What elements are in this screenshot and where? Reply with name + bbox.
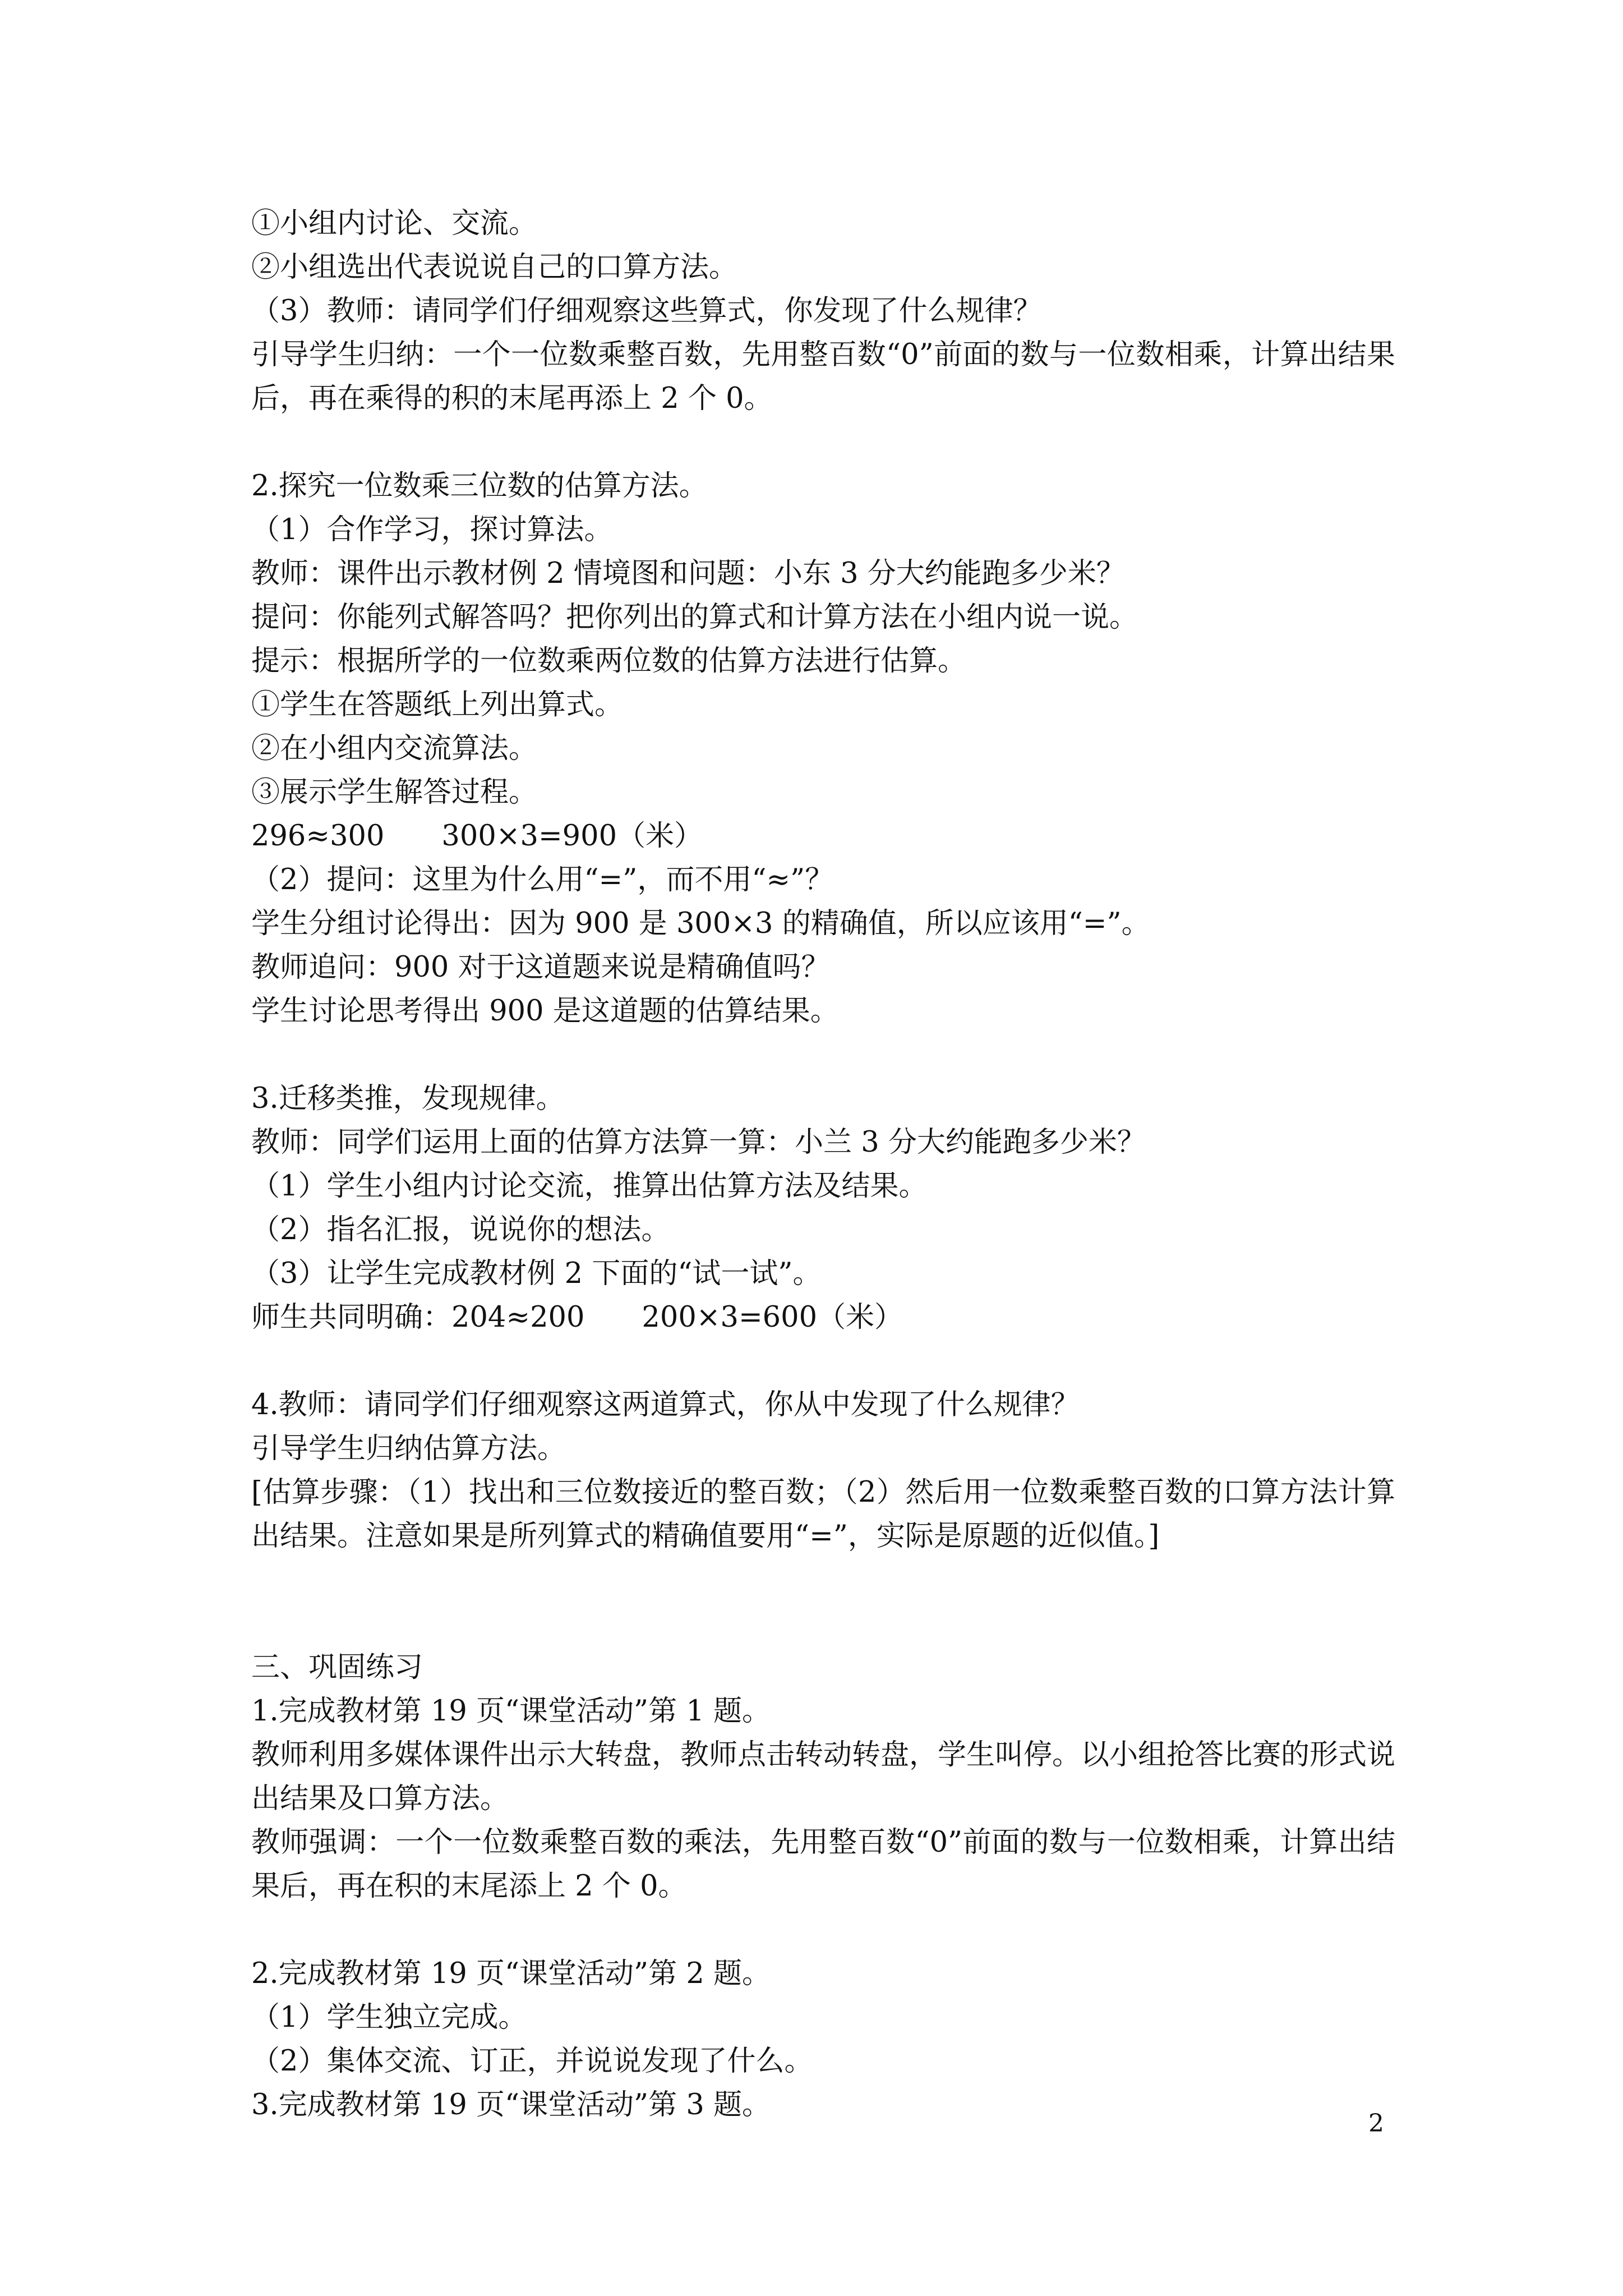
text-paragraph: 教师强调：一个一位数乘整百数的乘法，先用整百数“0”前面的数与一位数相乘，计算出结果后，再在积的末尾添上 2 个 0。 <box>251 1826 1395 1903</box>
text-paragraph: 教师利用多媒体课件出示大转盘，教师点击转动转盘，学生叫停。以小组抢答比赛的形式说出结果及口算方法。 <box>251 1738 1396 1815</box>
text-line: ①学生在答题纸上列出算式。 <box>251 688 624 721</box>
text-line: （1）合作学习，探讨算法。 <box>251 513 613 546</box>
text-line: （2）指名汇报，说说你的想法。 <box>251 1213 670 1246</box>
blank-line <box>251 1033 1395 1077</box>
section-heading: 2.探究一位数乘三位数的估算方法。 <box>251 470 708 503</box>
text-line: 引导学生归纳估算方法。 <box>251 1432 566 1465</box>
blank-line <box>251 1908 1395 1952</box>
text-line: 提示：根据所学的一位数乘两位数的估算方法进行估算。 <box>251 645 967 678</box>
text-line: 学生分组讨论得出：因为 900 是 300×3 的精确值，所以应该用“=”。 <box>251 907 1150 940</box>
section-heading: 三、巩固练习 <box>251 1651 423 1684</box>
blank-line <box>251 421 1395 464</box>
section-heading: 2.完成教材第 19 页“课堂活动”第 2 题。 <box>251 1957 771 1990</box>
text-line: （2）集体交流、订正，并说说发现了什么。 <box>251 2045 813 2078</box>
text-line: 教师追问：900 对于这道题来说是精确值吗？ <box>251 951 830 984</box>
document-body <box>251 202 1395 2127</box>
text-line: ①小组内讨论、交流。 <box>251 207 538 240</box>
text-line: 教师：同学们运用上面的估算方法算一算：小兰 3 分大约能跑多少米？ <box>251 1126 1146 1159</box>
text-line: （3）教师：请同学们仔细观察这些算式，你发现了什么规律？ <box>251 295 1042 328</box>
section-heading: 3.迁移类推，发现规律。 <box>251 1082 565 1115</box>
text-line: ②小组选出代表说说自己的口算方法。 <box>251 251 738 284</box>
section-heading: 4.教师：请同学们仔细观察这两道算式，你从中发现了什么规律？ <box>251 1388 1080 1421</box>
page-number: 2 <box>1368 2109 1384 2138</box>
text-line: ②在小组内交流算法。 <box>251 732 538 765</box>
text-line: （1）学生小组内讨论交流，推算出估算方法及结果。 <box>251 1170 928 1203</box>
text-line: 1.完成教材第 19 页“课堂活动”第 1 题。 <box>251 1695 771 1728</box>
text-line: （3）让学生完成教材例 2 下面的“试一试”。 <box>251 1257 822 1290</box>
text-line: （1）学生独立完成。 <box>251 2001 527 2034</box>
text-line: 教师：课件出示教材例 2 情境图和问题：小东 3 分大约能跑多少米？ <box>251 557 1125 590</box>
text-line: ③展示学生解答过程。 <box>251 776 538 809</box>
text-line: （2）提问：这里为什么用“=”，而不用“≈”？ <box>251 863 834 896</box>
text-line: 提问：你能列式解答吗？把你列出的算式和计算方法在小组内说一说。 <box>251 601 1138 634</box>
text-line: 学生讨论思考得出 900 是这道题的估算结果。 <box>251 995 839 1028</box>
text-paragraph: 引导学生归纳：一个一位数乘整百数，先用整百数“0”前面的数与一位数相乘，计算出结果后，再在乘得的积的末尾再添上 2 个 0。 <box>251 338 1395 415</box>
blank-line <box>251 1558 1395 1646</box>
equation-line: 296≈300 300×3=900（米） <box>251 820 703 853</box>
text-line: 3.完成教材第 19 页“课堂活动”第 3 题。 <box>251 2088 771 2122</box>
text-paragraph: [估算步骤：（1）找出和三位数接近的整百数；（2）然后用一位数乘整百数的口算方法计算出结果。注意如果是所列算式的精确值要用“=”，实际是原题的近似值。] <box>251 1476 1395 1553</box>
equation-line: 师生共同明确：204≈200 200×3=600（米） <box>251 1301 903 1334</box>
blank-line <box>251 1340 1395 1383</box>
